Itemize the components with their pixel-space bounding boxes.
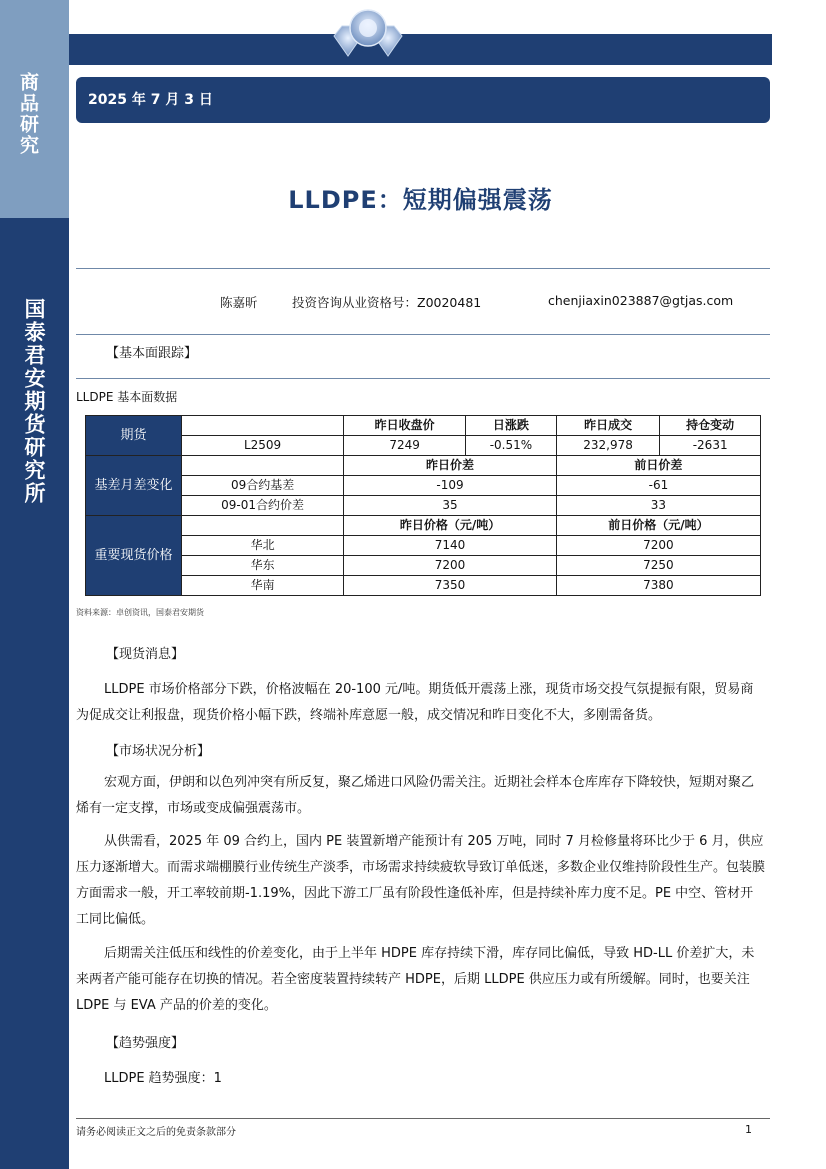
table-cell: 华东 [182, 556, 344, 576]
table-header: 前日价差 [556, 456, 760, 476]
section-fundamental: 【基本面跟踪】 [106, 346, 198, 361]
author-email[interactable]: chenjiaxin023887@gtjas.com [548, 293, 734, 308]
table-cell: L2509 [182, 436, 344, 456]
table-cell: 232,978 [556, 436, 659, 456]
table-header: 昨日价差 [344, 456, 557, 476]
table-cell: -2631 [660, 436, 761, 456]
table-cell: 33 [556, 496, 760, 516]
footer-disclaimer: 请务必阅读正文之后的免责条款部分 [76, 1127, 236, 1138]
diamond-logo-icon [320, 6, 416, 62]
table-source: 资料来源：卓创资讯，国泰君安期货 [76, 608, 204, 617]
table-header: 持仓变动 [660, 416, 761, 436]
sidebar-category: 商品研究 [17, 72, 39, 156]
report-title: LLDPE：短期偏强震荡 [288, 186, 553, 214]
table-category: 期货 [86, 416, 182, 456]
report-date-bar: 2025 年 7 月 3 日 [76, 77, 770, 123]
paragraph-trend: LLDPE 趋势强度：1 [104, 1071, 222, 1086]
header-band [69, 34, 772, 65]
author-qualification: 投资咨询从业资格号：Z0020481 [292, 295, 482, 310]
table-header: 昨日成交 [556, 416, 659, 436]
table-cell: 华北 [182, 536, 344, 556]
table-cell: 7200 [344, 556, 557, 576]
author-name: 陈嘉昕 [220, 295, 258, 310]
divider [76, 268, 770, 269]
table-header: 日涨跌 [466, 416, 557, 436]
divider [76, 378, 770, 379]
table-header: 昨日价格（元/吨） [344, 516, 557, 536]
table-cell: 7249 [344, 436, 466, 456]
fundamental-table [85, 415, 761, 596]
section-spot-news: 【现货消息】 [106, 647, 185, 662]
page-number: 1 [745, 1123, 752, 1136]
table-cell: 7380 [556, 576, 760, 596]
table-cell: 7200 [556, 536, 760, 556]
paragraph-macro: 宏观方面，伊朗和以色列冲突有所反复，聚乙烯进口风险仍需关注。近期社会样本仓库库存下降较快，短期对聚乙烯有一定支撑，市场或变成偏强震荡市。 [76, 775, 755, 816]
sidebar-institute: 国泰君安期货研究所 [22, 298, 46, 505]
section-market: 【市场状况分析】 [106, 744, 211, 759]
table-cell: 09合约基差 [182, 476, 344, 496]
table-cell: 35 [344, 496, 557, 516]
table-cell: 华南 [182, 576, 344, 596]
table-category: 重要现货价格 [86, 516, 182, 596]
paragraph-spot: LLDPE 市场价格部分下跌，价格波幅在 20-100 元/吨。期货低开震荡上涨，现货市场交投气氛提振有限，贸易商为促成交让利报盘，现货价格小幅下跌，终端补库意愿一般，成交情况和昨日变化不大，多刚需备货。 [76, 682, 754, 723]
paragraph-supply: 从供需看，2025 年 09 合约上，国内 PE 装置新增产能预计有 205 万吨，同时 7 月检修量将环比少于 6 月，供应压力逐渐增大。而需求端棚膜行业传统生产淡季，市场需求持续疲软导致订单低迷，多数企业仅维持阶段性生产。包装膜方面需求一般，开工率较前期-1.19%，因此下游工厂虽有阶段性逢低补库，但是持续补库力度不足。PE 中空、管材开工同比偏低。 [76, 834, 766, 927]
table-cell: -61 [556, 476, 760, 496]
section-trend: 【趋势强度】 [106, 1036, 185, 1051]
table-cell: -0.51% [466, 436, 557, 456]
table-cell: 7140 [344, 536, 557, 556]
table-category: 基差月差变化 [86, 456, 182, 516]
divider [76, 334, 770, 335]
table-cell: 7250 [556, 556, 760, 576]
table-cell: 09-01合约价差 [182, 496, 344, 516]
paragraph-later: 后期需关注低压和线性的价差变化，由于上半年 HDPE 库存持续下滑，库存同比偏低，导致 HD-LL 价差扩大，未来两者产能可能存在切换的情况。若全密度装置持续转产 HDPE，后期 LLDPE 供应压力或有所缓解。同时，也要关注 LDPE 与 EVA 产品的价差的变化。 [76, 946, 755, 1013]
table-header: 昨日收盘价 [344, 416, 466, 436]
table-header: 前日价格（元/吨） [556, 516, 760, 536]
table-cell: -109 [344, 476, 557, 496]
table-title: LLDPE 基本面数据 [76, 390, 178, 404]
footer-divider [76, 1118, 770, 1119]
table-cell: 7350 [344, 576, 557, 596]
